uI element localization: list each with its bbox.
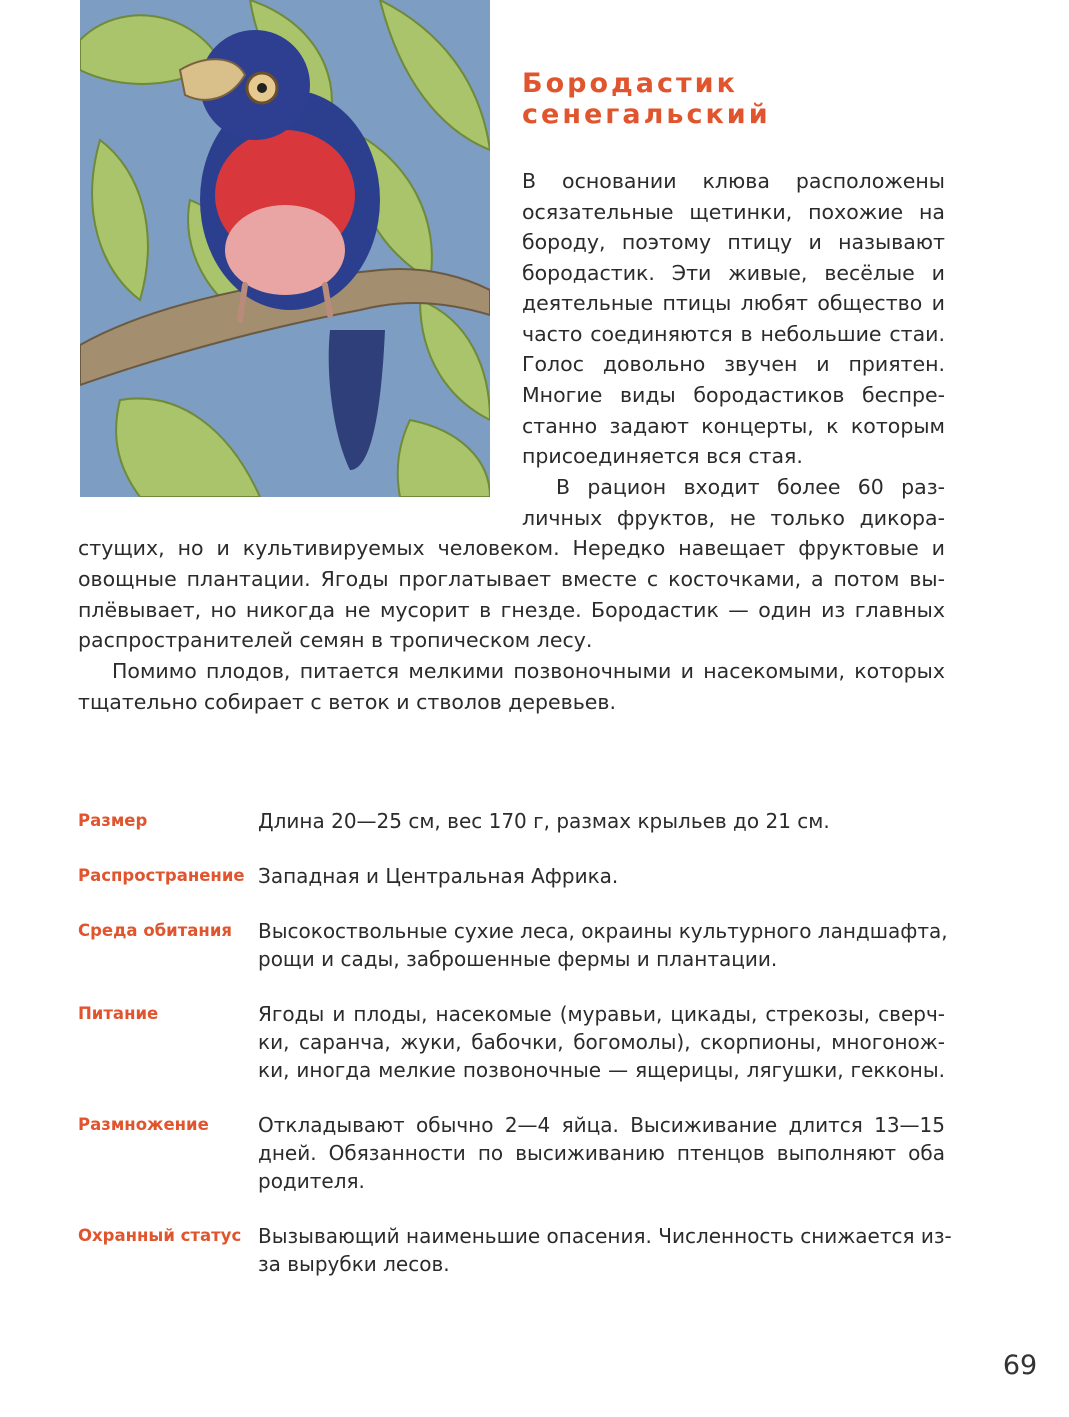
body-line: тщательно собирает с веток и стволов деревьев.	[78, 690, 617, 714]
body-line: распространителей семян в тропическом лесу.	[78, 628, 593, 652]
fact-label-breeding: Размножение	[78, 1115, 209, 1134]
fact-value-status: Вызывающий наименьшие опасения. Численность снижается из-	[258, 1224, 952, 1248]
fact-value-status: за вырубки лесов.	[258, 1252, 450, 1276]
body-line: станно задают концерты, к которым	[522, 414, 945, 438]
body-line: Многие виды бородастиков беспре-	[522, 383, 945, 407]
bird-illustration	[80, 0, 490, 497]
fact-value-habitat: рощи и сады, заброшенные фермы и плантации.	[258, 947, 778, 971]
fact-value-diet: ки, иногда мелкие позвоночные — ящерицы, лягушки, гекконы.	[258, 1058, 945, 1082]
body-line: личных фруктов, не только дикора-	[522, 506, 945, 530]
fact-value-breeding: Откладывают обычно 2—4 яйца. Высиживание длится 13—15	[258, 1113, 945, 1137]
body-line: Голос довольно звучен и приятен.	[522, 352, 945, 376]
body-line: осязательные щетинки, похожие на	[522, 200, 945, 224]
body-line: деятельные птицы любят общество и	[522, 291, 945, 315]
fact-label-habitat: Среда обитания	[78, 921, 232, 940]
body-line: стущих, но и культивируемых человеком. Нередко навещает фруктовые и	[78, 536, 945, 560]
fact-label-range: Распространение	[78, 866, 245, 885]
fact-label-status: Охранный статус	[78, 1226, 242, 1245]
title-line-1: Бородастик	[522, 68, 738, 99]
fact-label-diet: Питание	[78, 1004, 159, 1023]
page-number: 69	[1002, 1350, 1038, 1381]
body-line: овощные плантации. Ягоды проглатывает вместе с косточками, а потом вы-	[78, 567, 945, 591]
fact-value-diet: ки, саранча, жуки, бабочки, богомолы), скорпионы, многонож-	[258, 1030, 945, 1054]
fact-value-range: Западная и Центральная Африка.	[258, 864, 619, 888]
fact-value-size: Длина 20—25 см, вес 170 г, размах крыльев до 21 см.	[258, 809, 830, 833]
body-line: бороду, поэтому птицу и называют	[522, 230, 945, 254]
body-line: плёвывает, но никогда не мусорит в гнезде. Бородастик — один из главных	[78, 598, 945, 622]
body-line: В рацион входит более 60 раз-	[556, 475, 945, 499]
title-line-2: сенегальский	[522, 99, 771, 130]
fact-value-habitat: Высокоствольные сухие леса, окраины культурного ландшафта,	[258, 919, 948, 943]
fact-label-size: Размер	[78, 811, 148, 830]
body-line: присоединяется вся стая.	[522, 444, 803, 468]
fact-value-diet: Ягоды и плоды, насекомые (муравьи, цикады, стрекозы, сверч-	[258, 1002, 945, 1026]
fact-value-breeding: дней. Обязанности по высиживанию птенцов выполняют оба	[258, 1141, 945, 1165]
fact-value-breeding: родителя.	[258, 1169, 365, 1193]
body-line: часто соединяются в небольшие стаи.	[522, 322, 945, 346]
body-line: В основании клюва расположены	[522, 169, 945, 193]
page-title	[522, 68, 942, 130]
body-line: Помимо плодов, питается мелкими позвоночными и насекомыми, которых	[112, 659, 945, 683]
body-line: бородастик. Эти живые, весёлые и	[522, 261, 945, 285]
